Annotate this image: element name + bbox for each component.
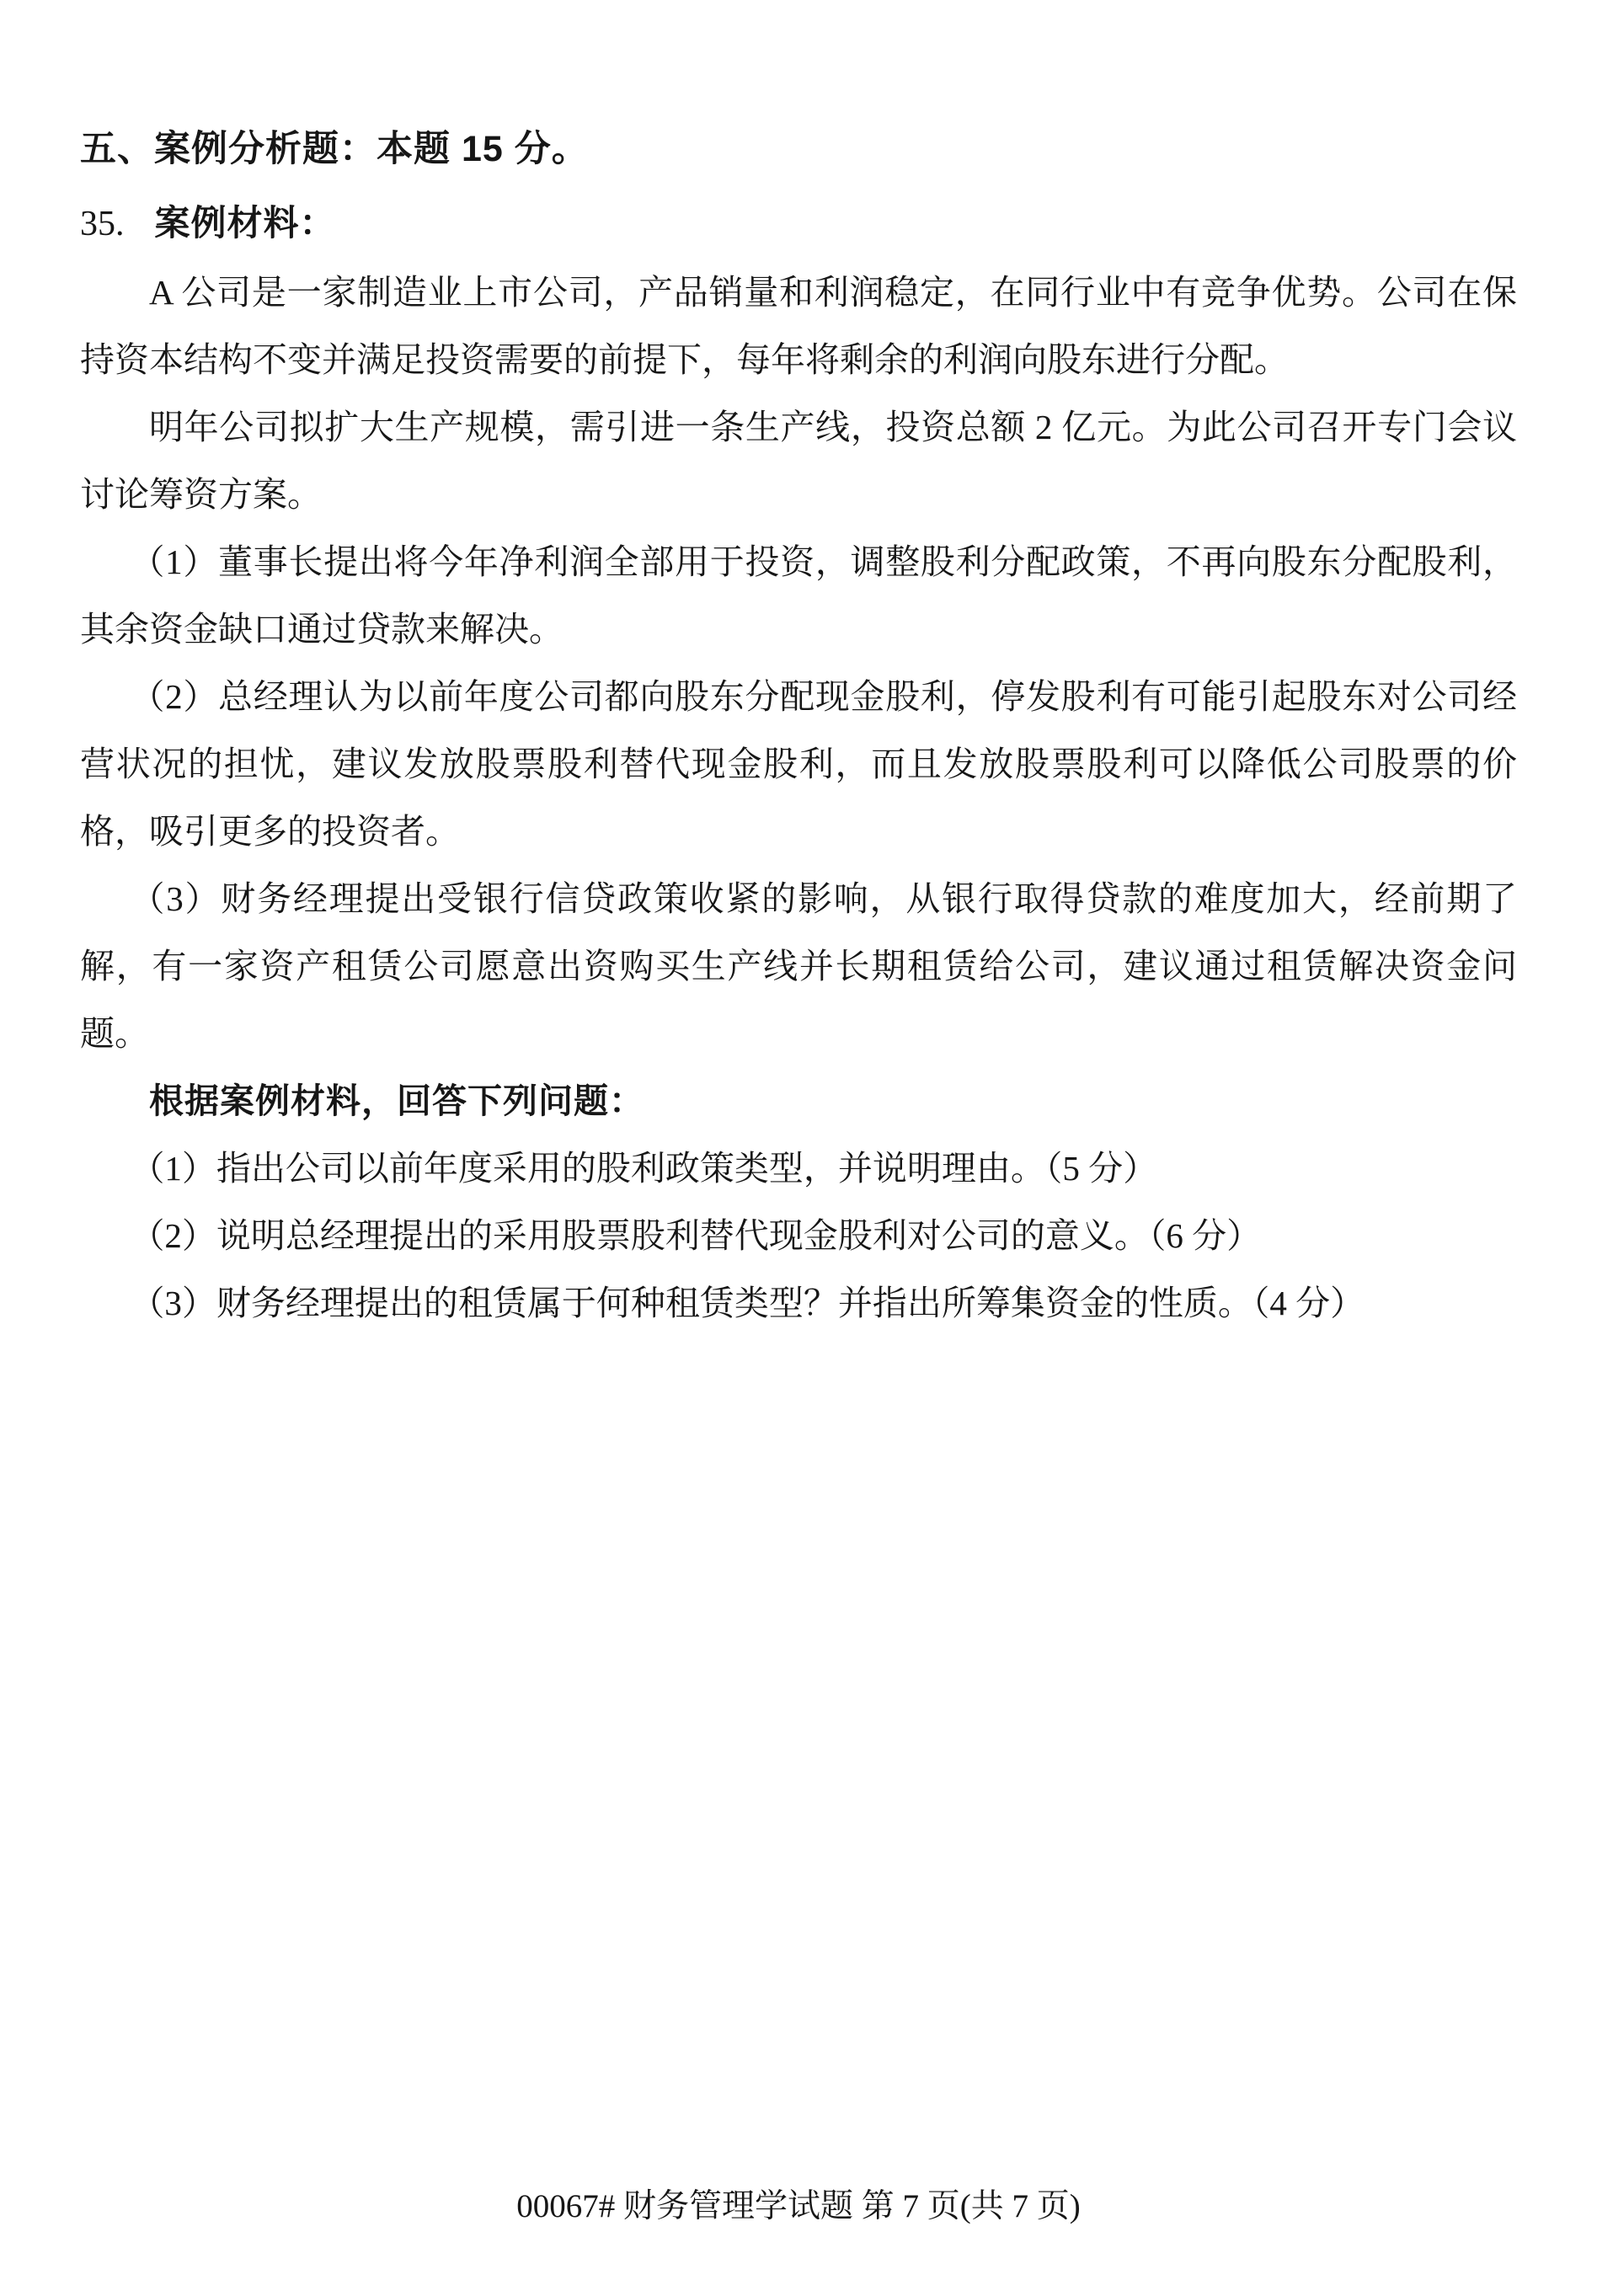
questions-intro: 根据案例材料，回答下列问题： <box>149 1081 644 1120</box>
case-paragraph: A 公司是一家制造业上市公司，产品销量和利润稳定，在同行业中有竞争优势。公司在保持资本结构不变并满足投资需要的前提下，每年将剩余的利润向股东进行分配。 <box>80 273 1517 379</box>
case-paragraph: （3）财务经理提出受银行信贷政策收紧的影响，从银行取得贷款的难度加大，经前期了解，有一家资产租赁公司愿意出资购买生产线并长期租赁给公司，建议通过租赁解决资金问题。 <box>80 879 1517 1053</box>
question-35-header <box>80 199 1517 248</box>
section-heading: 五、案例分析题：本题 15 分。 <box>80 129 589 169</box>
question-number: 35. <box>80 205 125 243</box>
case-paragraph: 明年公司拟扩大生产规模，需引进一条生产线，投资总额 2 亿元。为此公司召开专门会议讨论筹资方案。 <box>80 408 1517 514</box>
page-content <box>80 0 1517 1337</box>
questions-list <box>80 1135 1517 1337</box>
page-footer: 00067# 财务管理学试题 第 7 页(共 7 页) <box>516 2188 1081 2224</box>
case-paragraph: （2）总经理认为以前年度公司都向股东分配现金股利，停发股利有可能引起股东对公司经营状况的担忧，建议发放股票股利替代现金股利，而且发放股票股利可以降低公司股票的价格，吸引更多的投资者。 <box>80 677 1517 851</box>
question-item: （3）财务经理提出的租赁属于何种租赁类型？并指出所筹集资金的性质。（4 分） <box>130 1284 1365 1322</box>
case-paragraph: （1）董事长提出将今年净利润全部用于投资，调整股利分配政策，不再向股东分配股利，其余资金缺口通过贷款来解决。 <box>80 542 1517 649</box>
question-item: （1）指出公司以前年度采用的股利政策类型，并说明理由。（5 分） <box>130 1149 1158 1188</box>
question-label: 案例材料： <box>154 203 336 243</box>
case-material <box>80 259 1517 1067</box>
question-item: （2）说明总经理提出的采用股票股利替代现金股利对公司的意义。（6 分） <box>130 1216 1262 1255</box>
